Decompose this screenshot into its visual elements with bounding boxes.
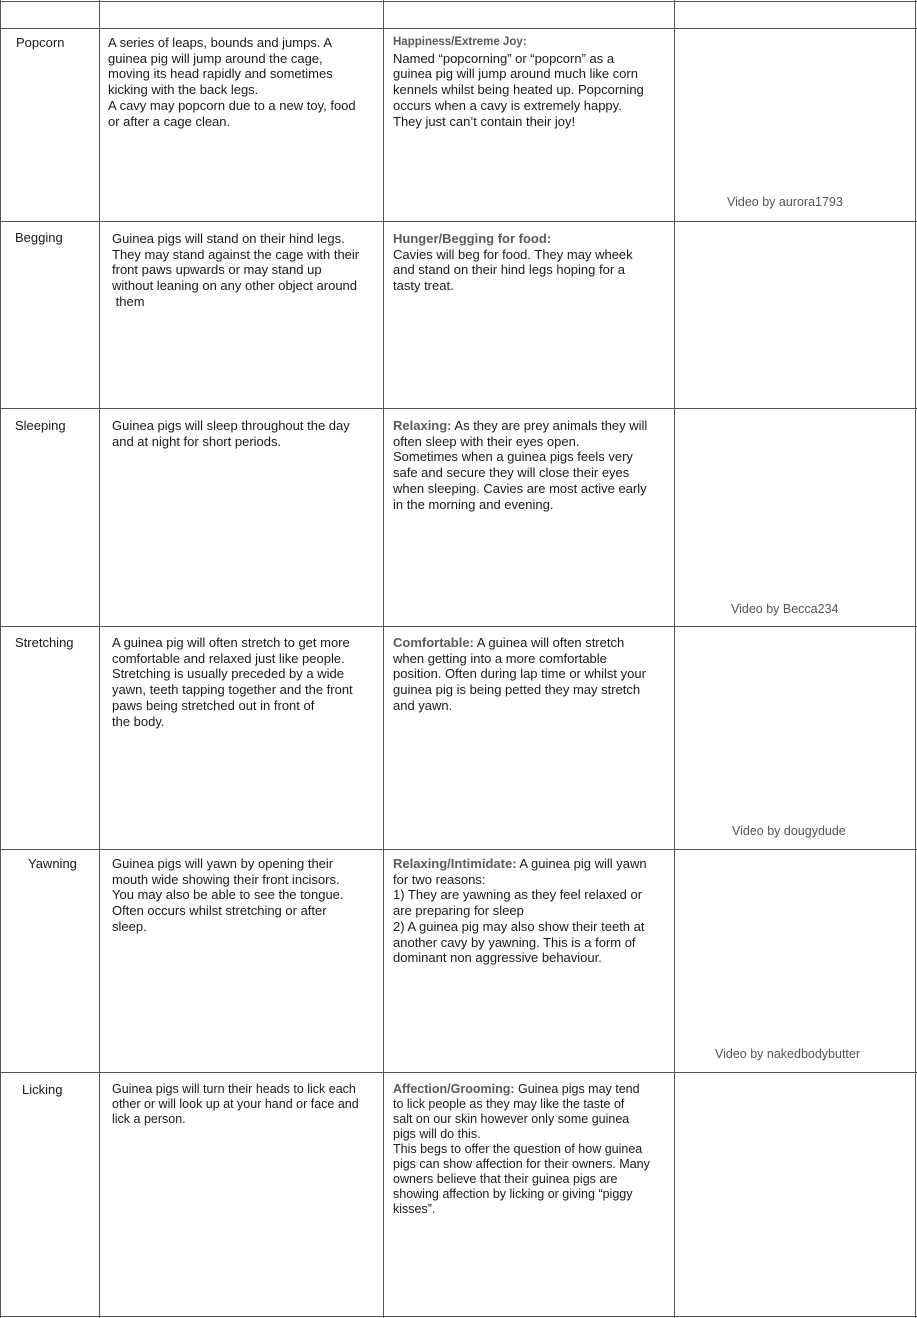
meaning-line: This begs to offer the question of how guinea: [393, 1142, 643, 1156]
behaviour-meaning: [393, 856, 673, 966]
meaning-line: occurs when a cavy is extremely happy.: [393, 97, 622, 113]
meaning-line: 2) A guinea pig may also show their teeth at: [393, 918, 645, 934]
table-border: [0, 1, 917, 2]
behaviour-name: Sleeping: [15, 418, 66, 433]
meaning-line: As they are prey animals they will: [451, 418, 648, 433]
meaning-line: Cavies will beg for food. They may wheek: [393, 246, 633, 262]
description-line: kicking with the back legs.: [108, 82, 259, 98]
meaning-line: are preparing for sleep: [393, 903, 524, 919]
meaning-line: guinea pig will jump around much like corn: [393, 66, 638, 82]
behaviour-meaning: [393, 35, 673, 129]
row-divider: [0, 221, 917, 222]
row-divider: [0, 626, 917, 627]
meaning-line: when sleeping. Cavies are most active early: [393, 480, 647, 496]
meaning-heading: Comfortable:: [393, 635, 474, 650]
meaning-line: tasty treat.: [393, 278, 454, 294]
table-border: [915, 0, 916, 1318]
behaviour-meaning: [393, 1082, 673, 1217]
meaning-heading: Hunger/Begging for food:: [393, 231, 552, 246]
description-line: front paws upwards or may stand up: [112, 262, 322, 278]
video-credit: Video by dougydude: [732, 824, 846, 838]
meaning-line: Named “popcorning” or “popcorn” as a: [393, 50, 615, 66]
description-line: yawn, teeth tapping together and the front: [112, 682, 353, 698]
meaning-line: when getting into a more comfortable: [393, 650, 607, 666]
meaning-line: owners believe that their guinea pigs are: [393, 1172, 618, 1186]
meaning-line: A guinea will often stretch: [473, 635, 625, 650]
description-line: comfortable and relaxed just like people.: [112, 650, 345, 666]
behaviour-description: [112, 418, 382, 449]
description-line: Guinea pigs will yawn by opening their: [112, 856, 334, 871]
description-line: lick a person.: [112, 1112, 186, 1126]
behaviour-meaning: [393, 418, 673, 512]
meaning-heading: Relaxing/Intimidate:: [393, 856, 517, 871]
behaviour-name: Yawning: [28, 856, 77, 871]
description-line: paws being stretched out in front of: [112, 697, 315, 713]
meaning-line: and stand on their hind legs hoping for a: [393, 262, 626, 278]
row-divider: [0, 1072, 917, 1073]
description-line: A guinea pig will often stretch to get more: [112, 635, 350, 650]
behaviour-description: [112, 635, 382, 729]
meaning-line: for two reasons:: [393, 871, 486, 887]
meaning-line: A guinea pig will yawn: [516, 856, 647, 871]
column-divider: [99, 0, 100, 1318]
description-line: mouth wide showing their front incisors.: [112, 871, 340, 887]
description-line: sleep.: [112, 918, 147, 934]
behaviour-description: [112, 231, 382, 310]
description-line: A series of leaps, bounds and jumps. A: [108, 35, 333, 50]
row-divider: [0, 849, 917, 850]
meaning-line: another cavy by yawning. This is a form of: [393, 934, 636, 950]
description-line: and at night for short periods.: [112, 433, 282, 449]
description-line: guinea pig will jump around the cage,: [108, 50, 323, 66]
behaviour-name: Begging: [15, 230, 63, 245]
table-border: [0, 1316, 917, 1317]
video-credit: Video by aurora1793: [727, 195, 843, 209]
meaning-line: pigs can show affection for their owners. Many: [393, 1157, 650, 1171]
description-line: the body.: [112, 713, 165, 729]
behaviour-name: Licking: [22, 1082, 63, 1097]
behaviour-meaning: [393, 635, 673, 714]
meaning-line: 1) They are yawning as they feel relaxed or: [393, 887, 643, 903]
video-credit: Video by Becca234: [731, 602, 839, 616]
description-line: Guinea pigs will turn their heads to lick each: [112, 1082, 356, 1096]
meaning-heading: Relaxing:: [393, 418, 452, 433]
meaning-line: and yawn.: [393, 697, 453, 713]
meaning-line: safe and secure they will close their eyes: [393, 465, 630, 481]
meaning-heading: Affection/Grooming:: [393, 1082, 515, 1096]
meaning-line: kisses”.: [393, 1202, 436, 1216]
description-line: them: [112, 293, 145, 309]
meaning-line: guinea pig is being petted they may stretch: [393, 682, 641, 698]
meaning-line: They just can’t contain their joy!: [393, 113, 576, 129]
description-line: A cavy may popcorn due to a new toy, food: [108, 97, 356, 113]
meaning-line: often sleep with their eyes open.: [393, 433, 580, 449]
meaning-line: pigs will do this.: [393, 1127, 481, 1141]
description-line: Guinea pigs will stand on their hind legs.: [112, 231, 345, 246]
meaning-line: in the morning and evening.: [393, 496, 554, 512]
meaning-line: position. Often during lap time or whilst your: [393, 666, 646, 682]
behaviour-name: Popcorn: [16, 35, 65, 50]
header-divider: [0, 28, 917, 29]
column-divider: [383, 0, 384, 1318]
table-border: [0, 0, 1, 1318]
meaning-line: kennels whilst being heated up. Popcorning: [393, 82, 644, 98]
video-credit: Video by nakedbodybutter: [715, 1047, 861, 1061]
meaning-line: to lick people as they may like the taste of: [393, 1097, 625, 1111]
behaviour-description: [108, 35, 380, 129]
behaviour-description: [112, 1082, 382, 1127]
description-line: Often occurs whilst stretching or after: [112, 903, 327, 919]
column-divider: [674, 0, 675, 1318]
description-line: other or will look up at your hand or face and: [112, 1097, 359, 1111]
description-line: Guinea pigs will sleep throughout the day: [112, 418, 350, 433]
behaviour-meaning: [393, 231, 673, 294]
behaviour-description: [112, 856, 382, 935]
meaning-line: dominant non aggressive behaviour.: [393, 950, 602, 966]
description-line: Stretching is usually preceded by a wide: [112, 666, 344, 682]
description-line: They may stand against the cage with their: [112, 246, 360, 262]
description-line: or after a cage clean.: [108, 113, 231, 129]
meaning-line: showing affection by licking or giving “piggy: [393, 1187, 633, 1201]
row-divider: [0, 408, 917, 409]
description-line: moving its head rapidly and sometimes: [108, 66, 333, 82]
description-line: You may also be able to see the tongue.: [112, 887, 344, 903]
description-line: without leaning on any other object around: [112, 278, 358, 294]
meaning-line: Guinea pigs may tend: [514, 1082, 640, 1096]
behaviour-name: Stretching: [15, 635, 74, 650]
meaning-heading: Happiness/Extreme Joy:: [393, 36, 527, 48]
meaning-line: Sometimes when a guinea pigs feels very: [393, 449, 633, 465]
meaning-line: salt on our skin however only some guinea: [393, 1112, 630, 1126]
